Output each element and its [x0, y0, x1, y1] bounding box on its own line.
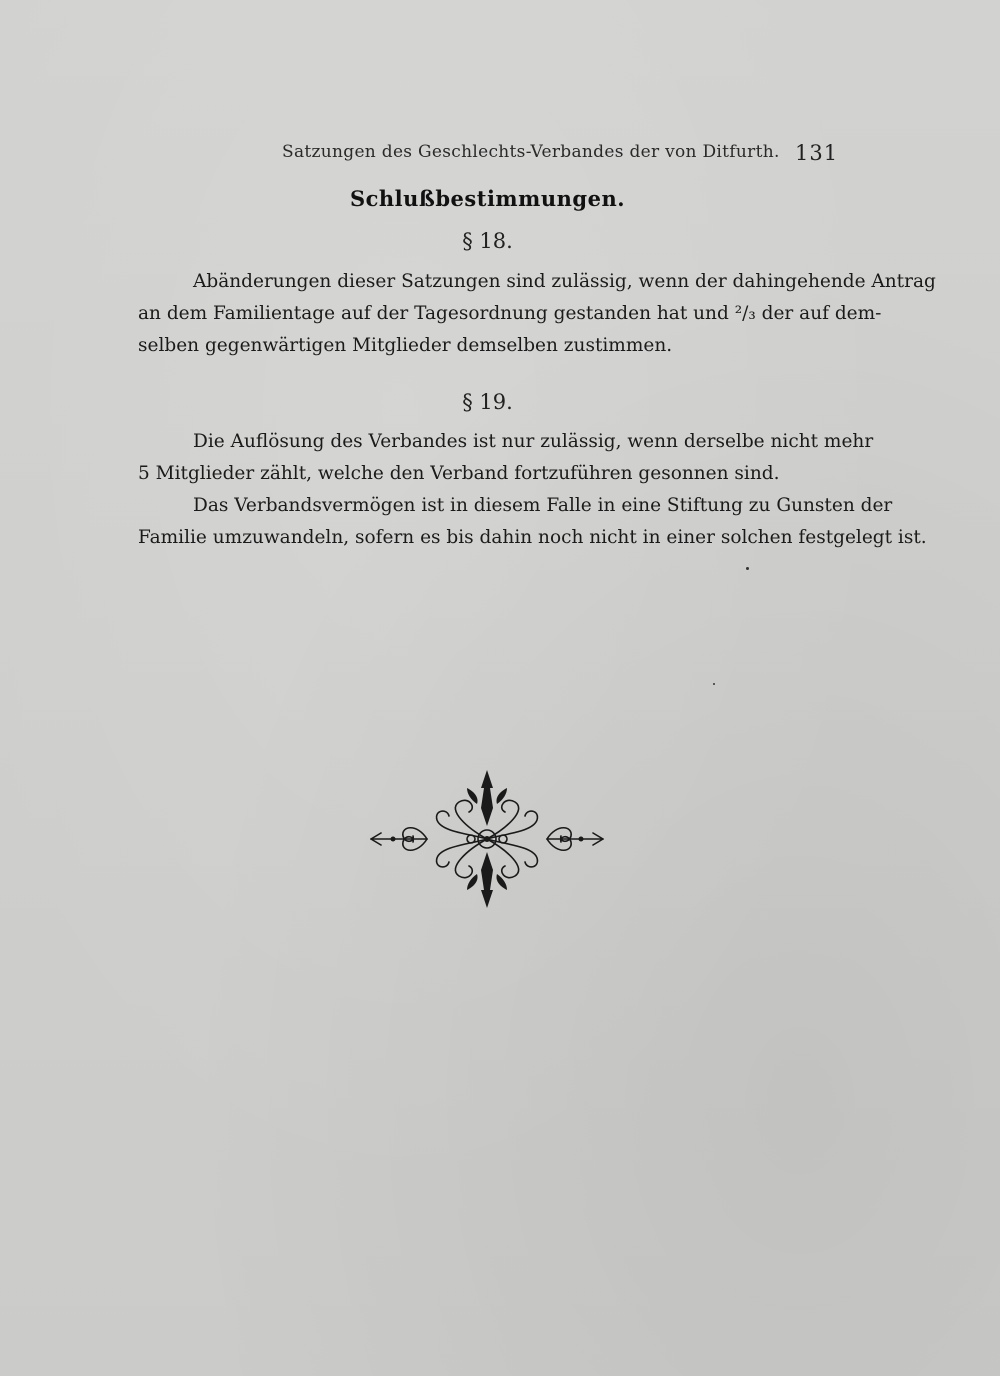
running-header: Satzungen des Geschlechts-Verbandes der von Ditfurth.	[282, 142, 780, 162]
text-line: 5 Mitglieder zählt, welche den Verband fortzuführen gesonnen sind.	[138, 463, 780, 484]
paragraph-18-text	[138, 266, 936, 362]
paragraph-mark-18: § 18.	[462, 229, 513, 253]
text-line: Abänderungen dieser Satzungen sind zulässig, wenn der dahingehende Antrag	[193, 271, 936, 292]
text-line: Das Verbandsvermögen ist in diesem Falle in eine Stiftung zu Gunsten der	[193, 495, 893, 516]
paragraph-mark-19: § 19.	[462, 390, 513, 414]
floral-vignette-icon	[367, 768, 607, 910]
text-line: Die Auflösung des Verbandes ist nur zulässig, wenn derselbe nicht mehr	[193, 431, 874, 452]
section-title: Schlußbestimmungen.	[349, 186, 626, 211]
text-line: an dem Familientage auf der Tagesordnung gestanden hat und ²/₃ der auf dem-	[138, 303, 882, 324]
text-line: selben gegenwärtigen Mitglieder demselben zustimmen.	[138, 335, 673, 356]
paper-speck	[713, 683, 715, 685]
page-number: 131	[795, 141, 839, 165]
text-line: Familie umzuwandeln, sofern es bis dahin noch nicht in einer solchen festgelegt ist.	[138, 527, 927, 548]
paper-speck	[746, 567, 749, 570]
paragraph-19-text	[138, 426, 927, 554]
